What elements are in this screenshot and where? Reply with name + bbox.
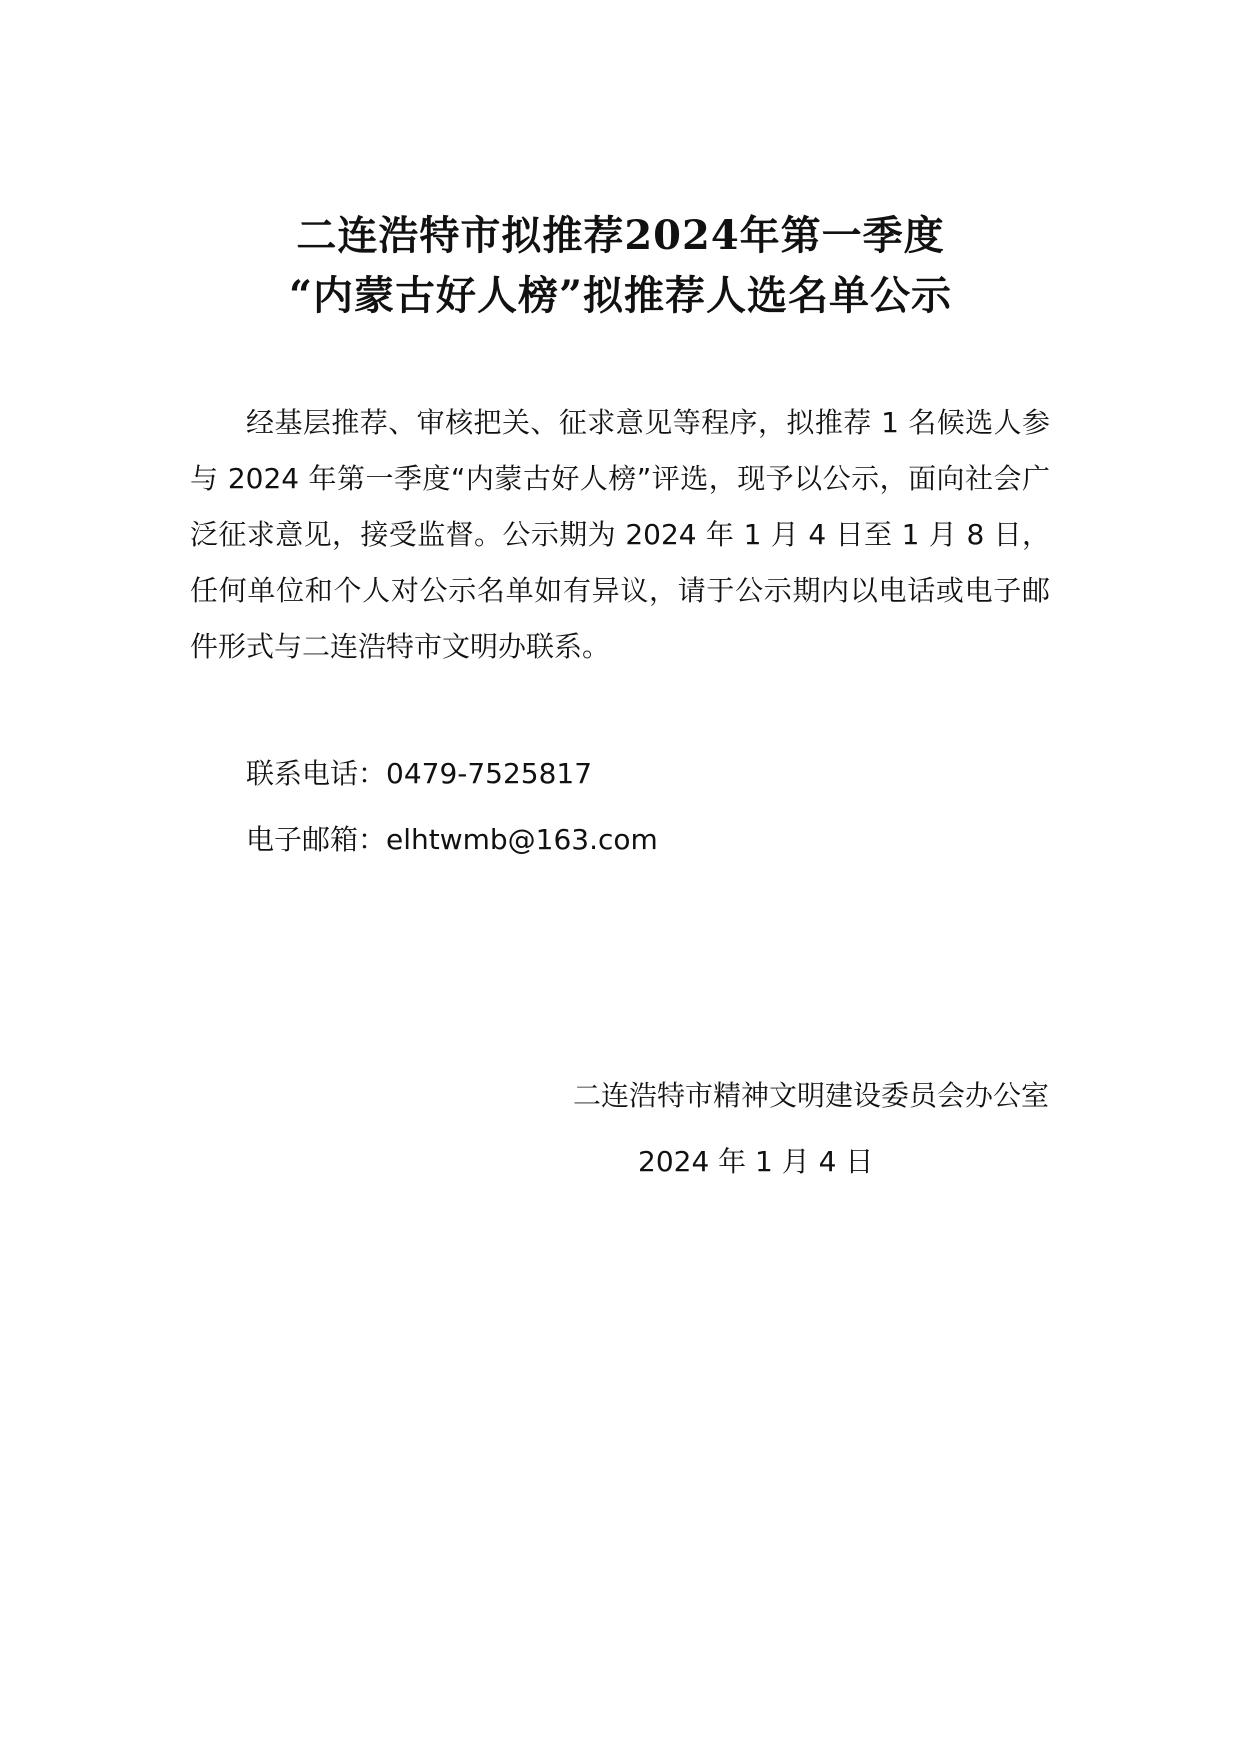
document-title-line-2: “内蒙古好人榜”拟推荐人选名单公示 <box>288 272 952 319</box>
contact-email: 电子邮箱：elhtwmb@163.com <box>246 823 658 856</box>
document-title-line-1: 二连浩特市拟推荐2024年第一季度 <box>296 212 945 259</box>
contact-phone: 联系电话：0479-7525817 <box>246 757 593 790</box>
issuer-signature: 二连浩特市精神文明建设委员会办公室 <box>572 1079 1049 1112</box>
announcement-body: 经基层推荐、审核把关、征求意见等程序，拟推荐 1 名候选人参与 2024 年第一季度“内蒙古好人榜”评选，现予以公示，面向社会广泛征求意见，接受监督。公示期为 2024 年 1 月 4 日至 1 月 8 日，任何单位和个人对公示名单如有异议，请于公示期内以电话或电子邮件形式与二连浩特市文明办联系。 <box>190 406 1050 663</box>
issue-date: 2024 年 1 月 4 日 <box>638 1145 874 1178</box>
